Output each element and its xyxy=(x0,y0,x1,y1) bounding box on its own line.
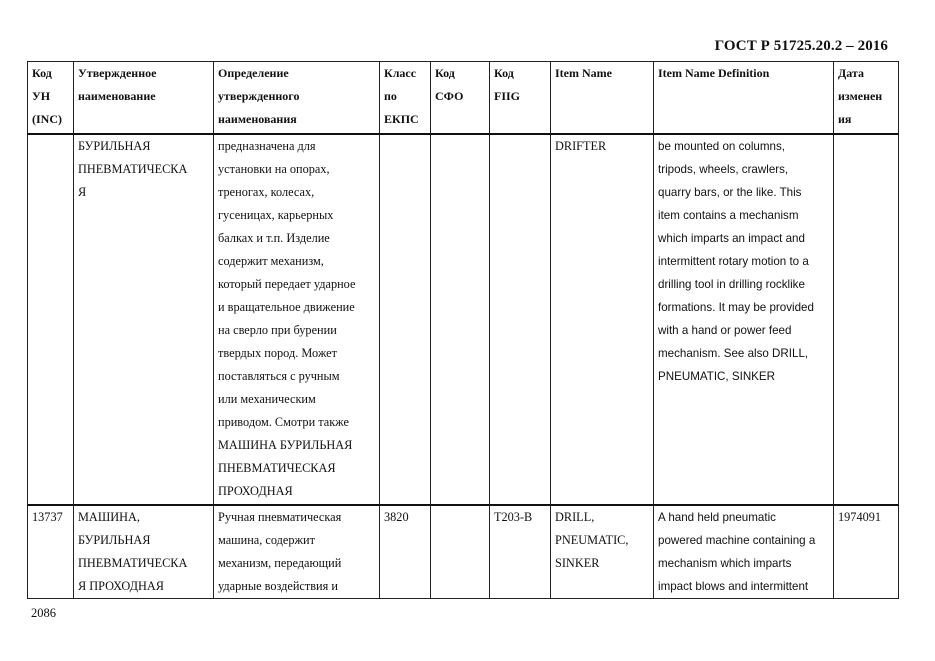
col-header-fiig-code: Код FIIG xyxy=(490,62,551,135)
page-number: 2086 xyxy=(31,606,56,620)
cell-sfo-code xyxy=(431,505,490,599)
cell-inc: 13737 xyxy=(28,505,74,599)
catalog-table xyxy=(27,61,899,599)
cell-item-name: DRIFTER xyxy=(551,134,654,505)
cell-fiig-code xyxy=(490,134,551,505)
col-header-sfo-code: Код СФО xyxy=(431,62,490,135)
cell-item-name-definition: A hand held pneumatic powered machine containing a mechanism which imparts impact blows and intermittent xyxy=(654,505,834,599)
col-header-approved-name: Утвержденное наименование xyxy=(74,62,214,135)
cell-inc xyxy=(28,134,74,505)
col-header-item-name: Item Name xyxy=(551,62,654,135)
cell-sfo-code xyxy=(431,134,490,505)
cell-approved-name: БУРИЛЬНАЯ ПНЕВМАТИЧЕСКА Я xyxy=(74,134,214,505)
document-id: ГОСТ Р 51725.20.2 – 2016 xyxy=(714,38,888,54)
cell-item-name: DRILL, PNEUMATIC, SINKER xyxy=(551,505,654,599)
cell-ekps-class: 3820 xyxy=(380,505,431,599)
cell-definition-ru: предназначена для установки на опорах, треногах, колесах, гусеницах, карьерных балках и т.п. Изделие содержит механизм, который передает ударное и вращательное движение на сверло при бурении твердых пород. Может поставляться с ручным или механическим приводом. Смотри также МАШИНА БУРИЛЬНАЯ ПНЕВМАТИЧЕСКАЯ ПРОХОДНАЯ xyxy=(214,134,380,505)
cell-change-date xyxy=(834,134,899,505)
cell-item-name-definition: be mounted on columns, tripods, wheels, crawlers, quarry bars, or the like. This item contains a mechanism which imparts an impact and intermittent rotary motion to a drilling tool in drilling rocklike formations. It may be provided with a hand or power feed mechanism. See also DRILL, PNEUMATIC, SINKER xyxy=(654,134,834,505)
cell-definition-ru: Ручная пневматическая машина, содержит механизм, передающий ударные воздействия и xyxy=(214,505,380,599)
col-header-definition: Определение утвержденного наименования xyxy=(214,62,380,135)
col-header-item-name-definition: Item Name Definition xyxy=(654,62,834,135)
table-row xyxy=(28,505,899,599)
cell-ekps-class xyxy=(380,134,431,505)
col-header-inc: Код УН (INC) xyxy=(28,62,74,135)
cell-change-date: 1974091 xyxy=(834,505,899,599)
col-header-ekps-class: Класс по ЕКПС xyxy=(380,62,431,135)
cell-approved-name: МАШИНА, БУРИЛЬНАЯ ПНЕВМАТИЧЕСКА Я ПРОХОДНАЯ xyxy=(74,505,214,599)
cell-fiig-code: T203-B xyxy=(490,505,551,599)
table-header-row xyxy=(28,62,899,135)
table-row xyxy=(28,134,899,505)
col-header-change-date: Дата изменен ия xyxy=(834,62,899,135)
